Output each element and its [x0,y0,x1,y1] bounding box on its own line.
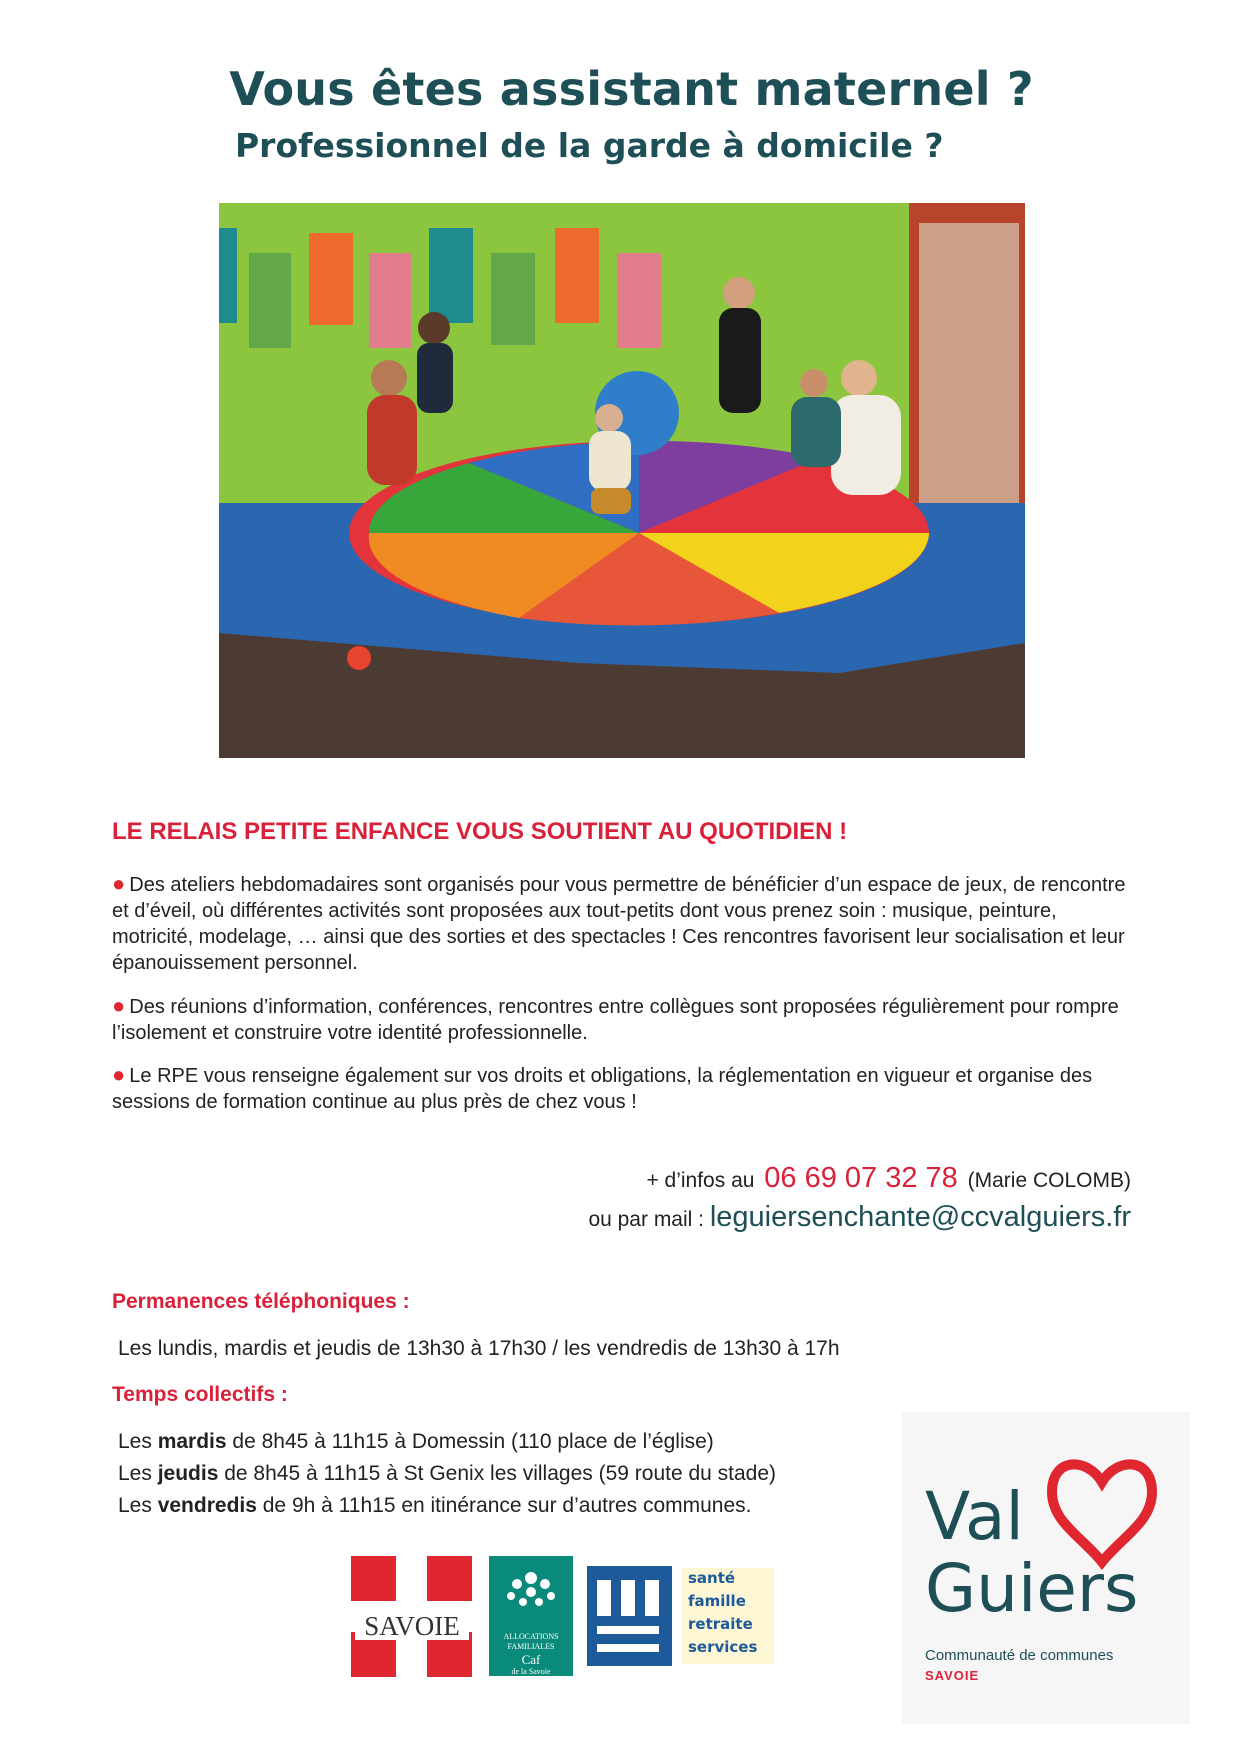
val-guiers-line2: Guiers [925,1550,1139,1627]
permanences-heading: Permanences téléphoniques : [112,1290,410,1313]
paragraph-reunions [112,993,1132,1046]
paragraph-text: Le RPE vous renseigne également sur vos droits et obligations, la réglementation en vigueur et organise des sessions de formation continue au plus près de chez vous ! [112,1065,1093,1113]
caf-logo-text [489,1632,573,1677]
paragraph-text: Des ateliers hebdomadaires sont organisés pour vous permettre de bénéficier d’un espace de jeux, de rencontre et d’éveil, où différentes activités sont proposées aux tout-petits dont vous prenez soin : musique, peinture, motricité, modelage, … ainsi que des sorties et des spectacles ! Ces rencontres favorisent leur socialisation et leur épanouissement personnel. [112,874,1126,974]
rpe-headline: LE RELAIS PETITE ENFANCE VOUS SOUTIENT AU QUOTIDIEN ! [112,818,848,845]
caf-text-line: ALLOCATIONS [503,1632,559,1641]
email-link[interactable]: leguiersenchante@ccvalguiers.fr [709,1201,1131,1233]
msa-word: retraite [688,1615,753,1633]
msa-word: santé [688,1569,736,1587]
val-guiers-region: SAVOIE [925,1668,980,1683]
msa-word: services [688,1638,758,1656]
val-guiers-line1: Val [925,1478,1024,1555]
line-prefix: Les [118,1430,158,1453]
line-rest: de 9h à 11h15 en itinérance sur d’autres communes. [256,1494,752,1517]
activity-photo-illustration [219,203,1025,758]
phone-prefix: + d’infos au [646,1169,755,1192]
phone-number[interactable]: 06 69 07 32 78 [764,1162,958,1194]
phone-contact-name: (Marie COLOMB) [967,1169,1131,1192]
msa-word: famille [688,1592,746,1610]
savoie-logo-text: SAVOIE [355,1612,469,1640]
line-rest: de 8h45 à 11h15 à Domessin (110 place de l’église) [226,1430,714,1453]
temps-collectifs-line [118,1462,776,1486]
contact-phone-line [646,1162,1131,1195]
activity-photo [219,203,1025,758]
paragraph-ateliers [112,871,1132,976]
page-title: Vous êtes assistant maternel ? [229,62,1034,116]
caf-text-line: Caf [521,1652,541,1667]
caf-text-line: de la Savoie [511,1667,551,1676]
bullet-icon: ● [112,871,126,896]
contact-mail-line [588,1201,1131,1234]
mail-prefix: ou par mail : [588,1208,704,1231]
bullet-icon: ● [112,993,126,1018]
msa-words [688,1567,757,1659]
paragraph-text: Des réunions d’information, conférences, rencontres entre collègues sont proposées régulièrement pour rompre l’isolement et construire votre identité professionnelle. [112,996,1119,1044]
bullet-icon: ● [112,1062,126,1087]
page-subtitle: Professionnel de la garde à domicile ? [235,126,944,165]
temps-collectifs-line [118,1430,714,1454]
line-day: mardis [157,1430,227,1453]
line-prefix: Les [118,1494,158,1517]
caf-family-icon [489,1556,573,1616]
permanences-text: Les lundis, mardis et jeudis de 13h30 à 17h30 / les vendredis de 13h30 à 17h [118,1337,840,1360]
temps-collectifs-line [118,1494,752,1518]
line-rest: de 8h45 à 11h15 à St Genix les villages (59 route du stade) [218,1462,777,1485]
line-prefix: Les [118,1462,158,1485]
line-day: vendredis [157,1494,257,1517]
paragraph-droits [112,1062,1132,1115]
caf-text-line: FAMILIALES [507,1642,555,1651]
temps-collectifs-heading: Temps collectifs : [112,1383,288,1406]
line-day: jeudis [157,1462,219,1485]
val-guiers-subtitle: Communauté de communes [925,1647,1114,1664]
